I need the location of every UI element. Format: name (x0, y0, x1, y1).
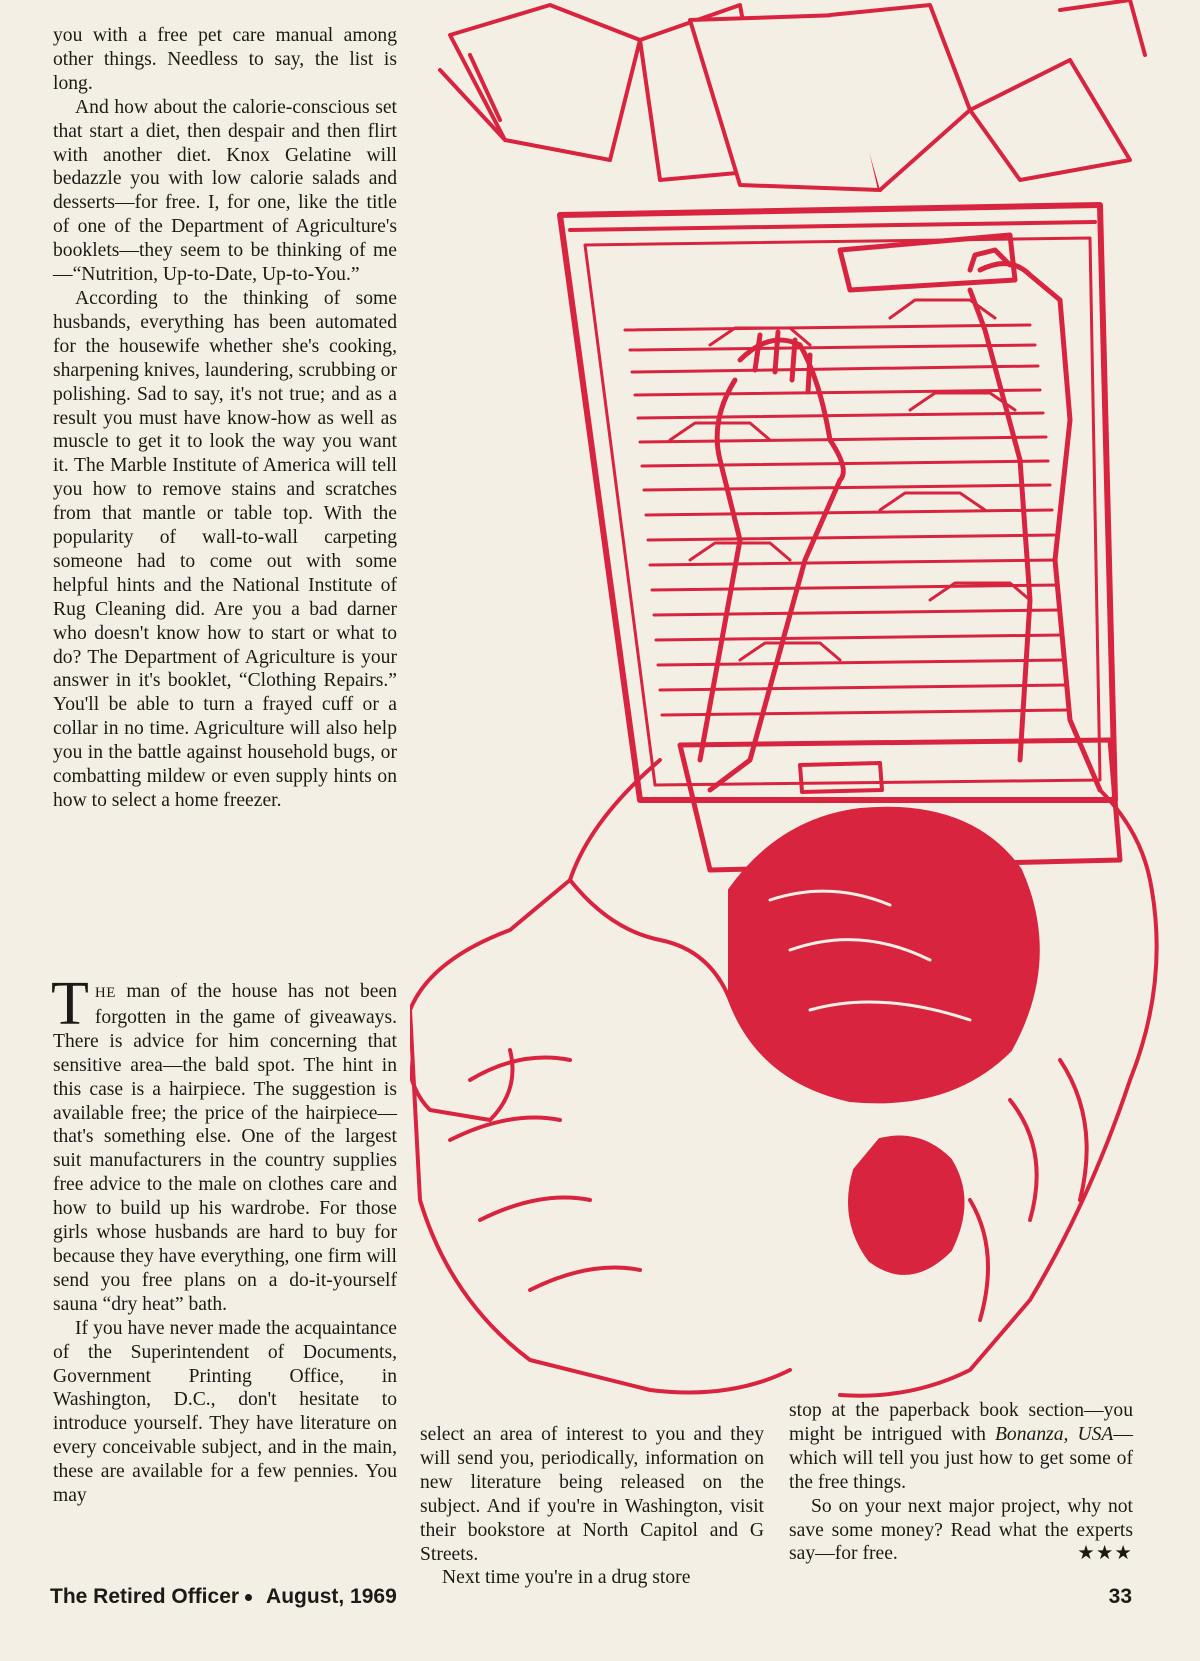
text-column-3 (789, 1399, 1133, 1566)
publication-name: The Retired Officer (50, 1585, 240, 1608)
lead-smallcaps: HE (94, 985, 116, 1001)
end-mark-stars: ★★★ (1077, 1543, 1133, 1565)
paragraph: Next time you're in a drug store (442, 1567, 691, 1589)
paragraph-text: man of the house has not been forgotten in the game of giveaways. There is advice for him concerning that sensitive area—the bald spot. The hint in this case is a hairpiece. The suggestion is available free; the price of the hairpiece—that's something else. One of the largest suit manufacturers in the country supplies free advice to the male on clothes care and how to build up his wardrobe. For those girls whose husbands are hard to buy for because they have everything, one firm will send you free plans on a do-it-yourself sauna “dry heat” bath. (53, 981, 397, 1315)
paragraph: If you have never made the acquaintance of the Superintendent of Documents, Government Printing Office, in Washington, D.C., don't hesitate to introduce yourself. They have literature on every conceivable subject, and in the main, these are available for a few pennies. You may (53, 1317, 397, 1507)
text-run: So on your next major project, why not save some money? Read what the experts say—for free. (789, 1495, 1133, 1565)
paragraph: select an area of interest to you and they will send you, periodically, information on new literature being released on the subject. And if you're in Washington, visit their bookstore at North Capitol and G Streets. (420, 1424, 764, 1565)
text-column-1-bottom (51, 970, 397, 1508)
issue-date: August, 1969 (266, 1585, 397, 1608)
paragraph (789, 1399, 1133, 1495)
text-column-2 (420, 1423, 764, 1590)
drop-cap: T (51, 970, 89, 1038)
paragraph (789, 1495, 1133, 1567)
woman-head-hair (730, 809, 1038, 1273)
page-number: 33 (1108, 1585, 1132, 1608)
page-footer (50, 1585, 1132, 1609)
text-run: stop at the paperback book section—you might be intrigued with (789, 1400, 1133, 1445)
file-drawer (560, 205, 1120, 870)
paragraph: you with a free pet care manual among other things. Needless to say, the list is long. (53, 25, 397, 94)
text-run: —which will tell you just how to get some of the free things. (789, 1423, 1133, 1493)
book-title: Bonanza, USA (994, 1423, 1114, 1445)
bullet-separator (245, 1594, 252, 1601)
paragraph-dropcap (51, 970, 397, 1317)
woman-filing-cabinet-illustration (410, 0, 1200, 1400)
text-column-1-top (53, 24, 397, 813)
paragraph: According to the thinking of some husbands, everything has been automated for the housewife whether she's cooking, sharpening knives, laundering, scrubbing or polishing. Sad to say, it's not true; and as a result you must have know-how as well as muscle to get it to look the way you want it. The Marble Institute of America will tell you how to remove stains and scratches from that mantle or table top. With the popularity of wall-to-wall carpeting someone had to come out with some helpful hints and the National Institute of Rug Cleaning did. Are you a bad darner who doesn't know how to start or what to do? The Department of Agriculture is your answer in it's booklet, “Clothing Repairs.” You'll be able to turn a frayed cuff or a collar in no time. Agriculture will also help you in the battle against household bugs, or combatting mildew or even supply hints on how to select a home freezer. (53, 287, 397, 811)
paragraph: And how about the calorie-conscious set that start a diet, then despair and then flirt with another diet. Knox Gelatine will bedazzle you with low calorie salads and desserts—for free. I, for one, like the title of one of the Department of Agriculture's booklets—they seem to be thinking of me—“Nutrition, Up-to-Date, Up-to-You.” (53, 96, 397, 286)
papers-on-top (440, 0, 1145, 190)
